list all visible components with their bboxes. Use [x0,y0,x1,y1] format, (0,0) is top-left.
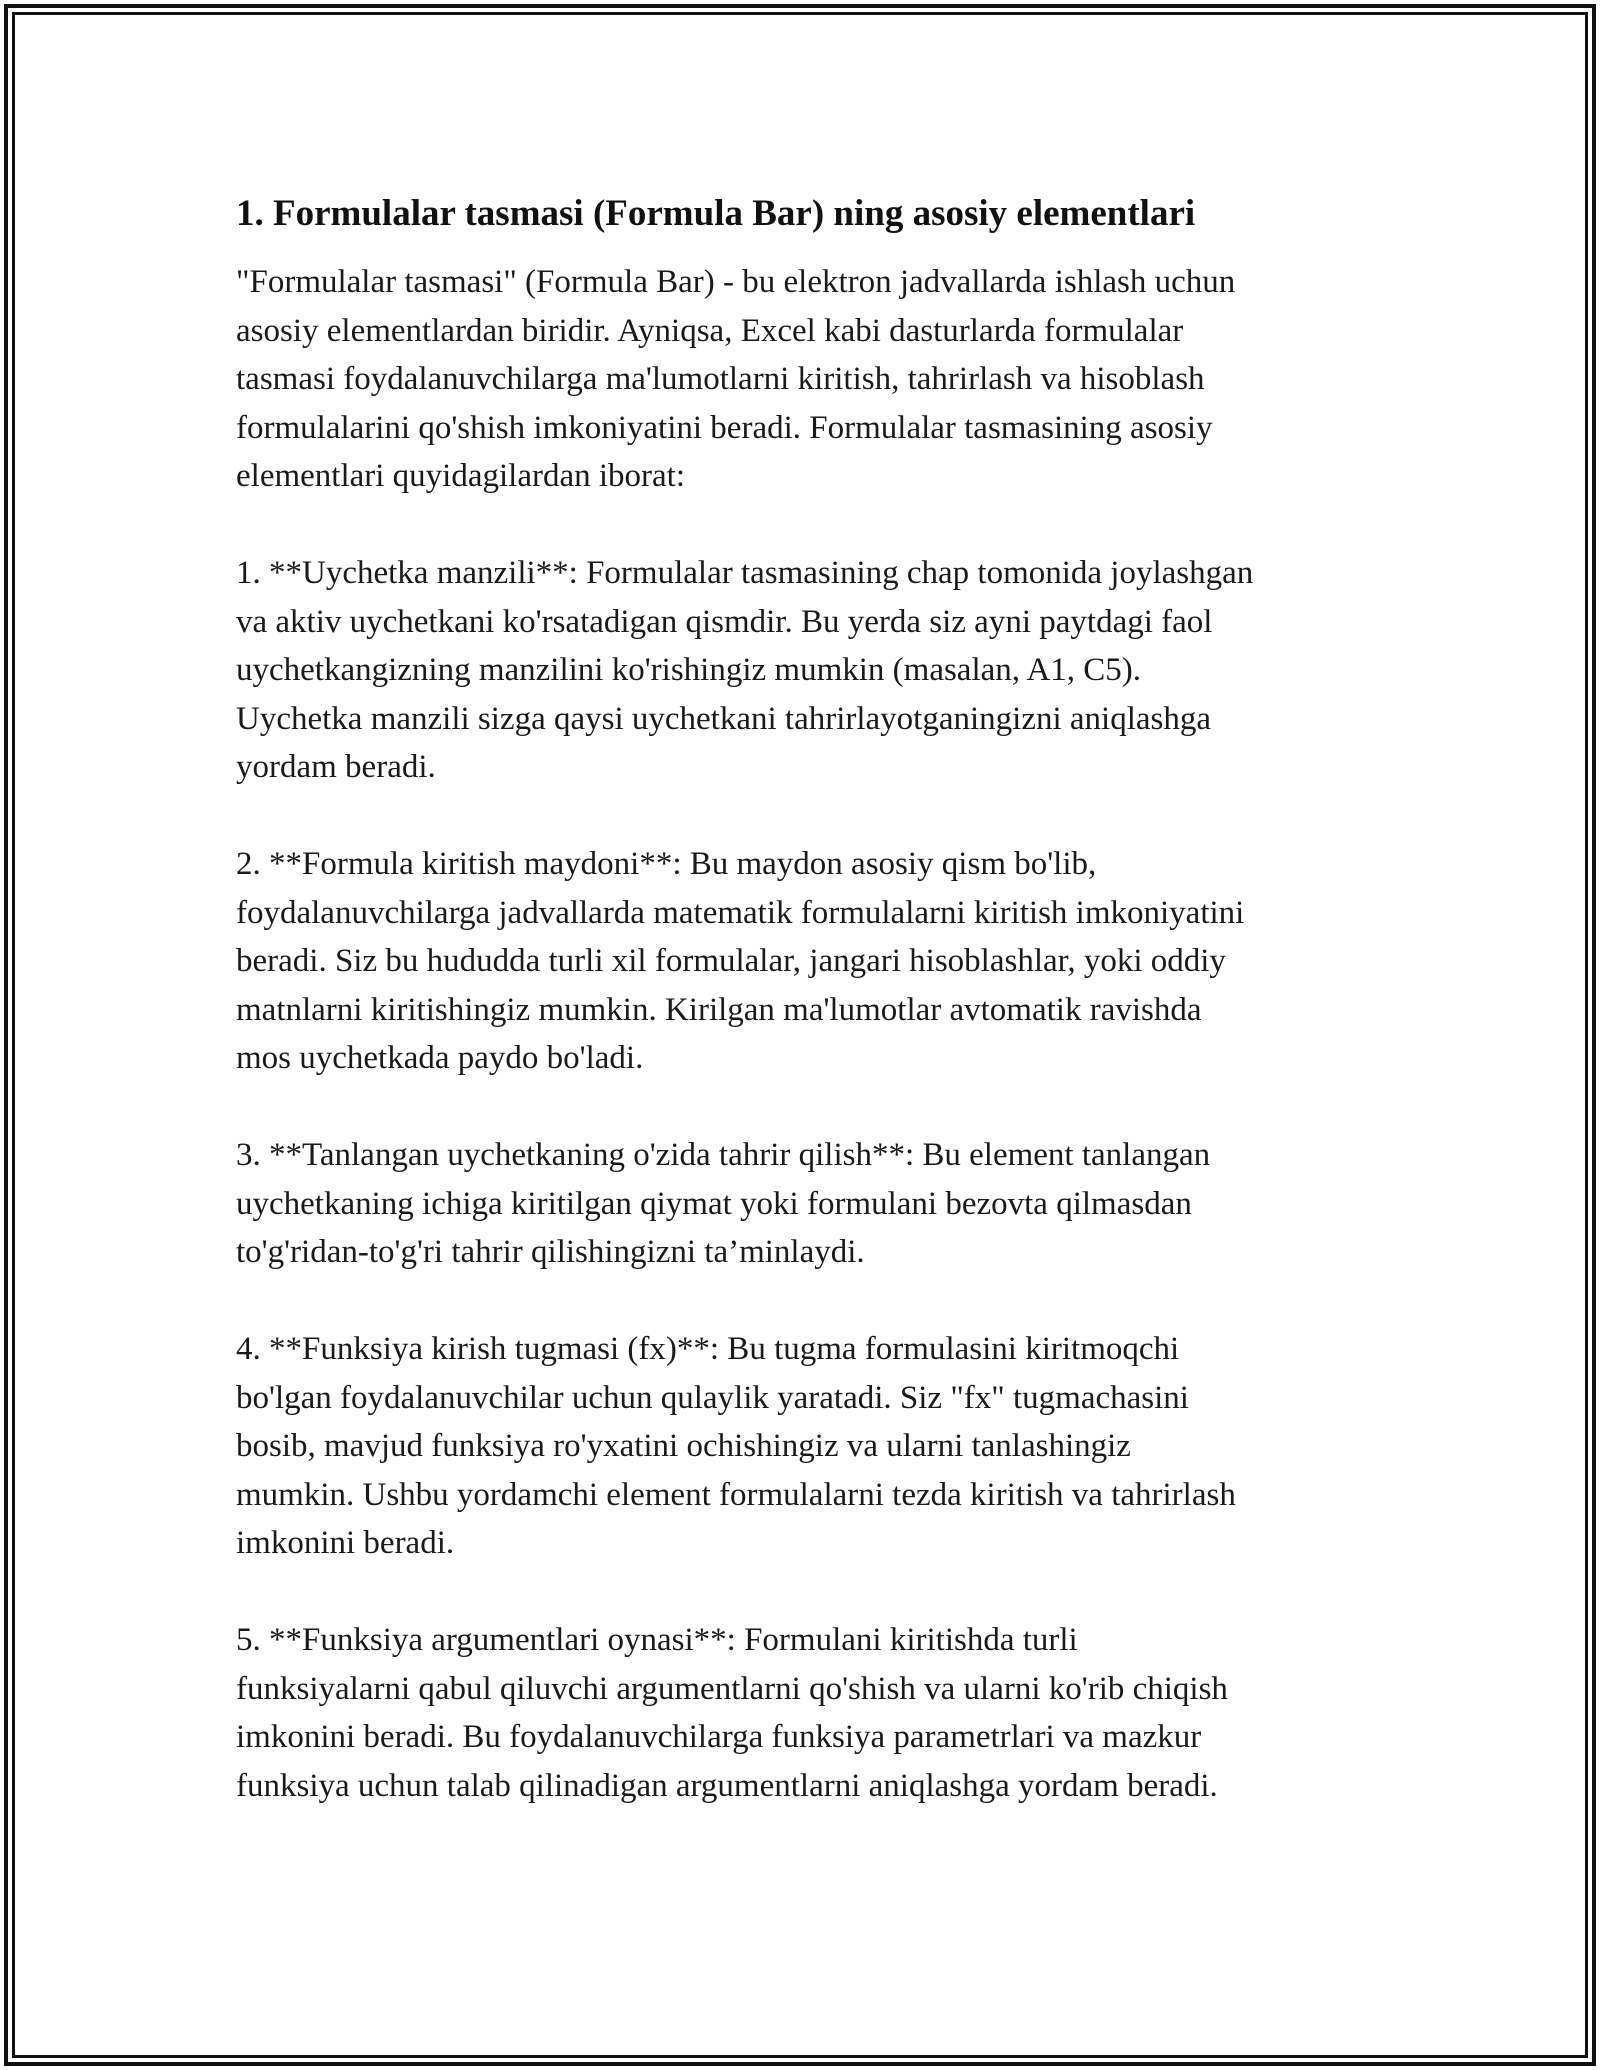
intro-paragraph: "Formulalar tasmasi" (Formula Bar) - bu elektron jadvallarda ishlash uchun asosiy elementlardan biridir. Ayniqsa, Excel kabi dasturlarda formulalar tasmasi foydalanuvchilarga ma'lumotlarni kiritish, tahrirlash va hisoblash formulalarini qo'shish imkoniyatini beradi. Formulalar tasmasining asosiy elementlari quyidagilardan iborat: [236,264,1236,494]
list-item-in-cell-edit: 3. **Tanlangan uychetkaning o'zida tahrir qilish**: Bu element tanlangan uychetkaning ichiga kiritilgan qiymat yoki formulani bezovta qilmasdan to'g'ridan-to'g'ri tahrir qilishingizni ta’minlaydi. [236,1137,1211,1270]
document-title: 1. Formulalar tasmasi (Formula Bar) ning asosiy elementlari [236,193,1196,234]
list-item-formula-input: 2. **Formula kiritish maydoni**: Bu maydon asosiy qism bo'lib, foydalanuvchilarga jadvallarda matematik formulalarni kiritish imkoniyatini beradi. Siz bu hududda turli xil formulalar, jangari hisoblashlar, yoki oddiy matnlarni kiritishingiz mumkin. Kirilgan ma'lumotlar avtomatik ravishda mos uychetkada paydo bo'ladi. [236,846,1245,1076]
list-item-function-arguments: 5. **Funksiya argumentlari oynasi**: Formulani kiritishda turli funksiyalarni qabul qiluvchi argumentlarni qo'shish va ularni ko'rib chiqish imkonini beradi. Bu foydalanuvchilarga funksiya parametrlari va mazkur funksiya uchun talab qilinadigan argumentlarni aniqlashga yordam beradi. [236,1622,1228,1804]
list-item-insert-function-button: 4. **Funksiya kirish tugmasi (fx)**: Bu tugma formulasini kiritmoqchi bo'lgan foydalanuvchilar uchun qulaylik yaratadi. Siz "fx" tugmachasini bosib, mavjud funksiya ro'yxatini ochishingiz va ularni tanlashingiz mumkin. Ushbu yordamchi element formulalarni tezda kiritish va tahrirlash imkonini beradi. [236,1331,1236,1561]
list-item-cell-address: 1. **Uychetka manzili**: Formulalar tasmasining chap tomonida joylashgan va aktiv uychetkani ko'rsatadigan qismdir. Bu yerda siz ayni paytdagi faol uychetkangizning manzilini ko'rishingiz mumkin (masalan, A1, C5). Uychetka manzili sizga qaysi uychetkani tahrirlayotganingizni aniqlashga yordam beradi. [236,555,1254,785]
document-body [236,186,1386,1810]
